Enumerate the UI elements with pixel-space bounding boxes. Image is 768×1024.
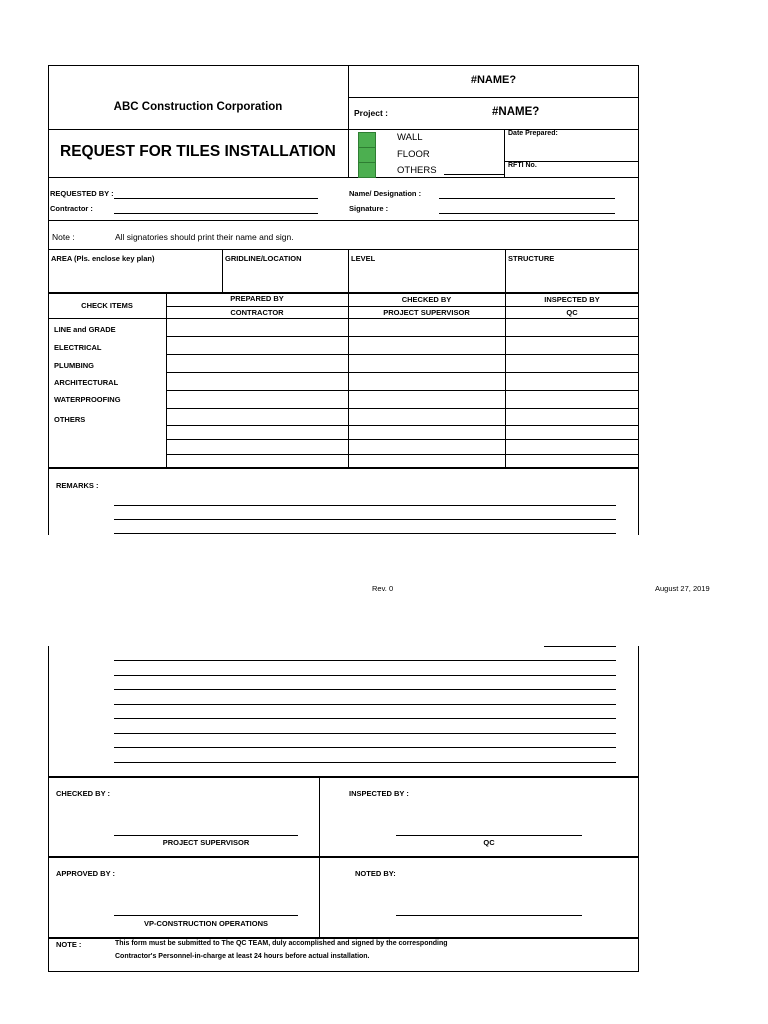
inspected-by-label: INSPECTED BY : xyxy=(349,789,409,798)
note-label: Note : xyxy=(52,232,75,242)
check-items-header: CHECK ITEMS xyxy=(81,301,133,310)
approved-by-label: APPROVED BY : xyxy=(56,869,116,878)
row-line-and-grade: LINE and GRADE xyxy=(54,325,116,334)
noted-by-label: NOTED BY: xyxy=(355,869,396,878)
project-label: Project : xyxy=(354,108,389,118)
qc-label: QC xyxy=(483,838,495,847)
project-value: #NAME? xyxy=(492,106,540,118)
remarks-line[interactable] xyxy=(114,762,616,763)
level-label: LEVEL xyxy=(351,254,376,263)
inspected-by-header: INSPECTED BY xyxy=(544,295,600,304)
row-electrical: ELECTRICAL xyxy=(54,343,102,352)
signature-label: Signature : xyxy=(349,204,389,213)
project-supervisor-label: PROJECT SUPERVISOR xyxy=(162,838,250,847)
gridline-label: GRIDLINE/LOCATION xyxy=(225,254,302,263)
note-text: All signatories should print their name and sign. xyxy=(115,232,294,242)
contractor-line[interactable] xyxy=(114,213,318,214)
name-designation-line[interactable] xyxy=(439,198,615,199)
checked-by-signature-line[interactable] xyxy=(114,835,298,836)
area-label: AREA (Pls. enclose key plan) xyxy=(51,254,155,263)
others-specify-line[interactable] xyxy=(444,174,504,175)
checked-by-label: CHECKED BY : xyxy=(56,789,111,798)
remarks-line[interactable] xyxy=(114,747,616,748)
row-others: OTHERS xyxy=(54,415,86,424)
contractor-header: CONTRACTOR xyxy=(230,308,284,317)
option-wall: WALL xyxy=(397,132,423,143)
bottom-note-line-1: This form must be submitted to The QC TEAM, duly accomplished and signed by the corresponding xyxy=(115,940,448,947)
name-designation-label: Name/ Designation : xyxy=(349,189,422,198)
requested-by-line[interactable] xyxy=(114,198,318,199)
date-prepared-label: Date Prepared: xyxy=(508,130,558,137)
row-plumbing: PLUMBING xyxy=(54,361,94,370)
bottom-note-label: NOTE : xyxy=(56,940,82,949)
remarks-line[interactable] xyxy=(114,660,616,661)
revision-date: August 27, 2019 xyxy=(655,584,710,593)
vp-label: VP-CONSTRUCTION OPERATIONS xyxy=(143,919,269,928)
contractor-label: Contractor : xyxy=(50,204,93,213)
remarks-line[interactable] xyxy=(114,704,616,705)
option-floor: FLOOR xyxy=(397,149,430,160)
remarks-line[interactable] xyxy=(544,646,616,647)
checked-by-header: CHECKED BY xyxy=(401,295,452,304)
wall-checkbox[interactable] xyxy=(358,132,376,148)
bottom-note-line-2: Contractor's Personnel-in-charge at least 24 hours before actual installation. xyxy=(115,953,370,960)
revision-label: Rev. 0 xyxy=(372,584,394,593)
row-waterproofing: WATERPROOFING xyxy=(54,395,121,404)
form-title: REQUEST FOR TILES INSTALLATION xyxy=(60,143,336,160)
noted-by-signature-line[interactable] xyxy=(396,915,582,916)
approved-by-signature-line[interactable] xyxy=(114,915,298,916)
company-name: ABC Construction Corporation xyxy=(113,101,283,113)
remarks-line[interactable] xyxy=(114,675,616,676)
remarks-line[interactable] xyxy=(114,505,616,506)
remarks-line[interactable] xyxy=(114,689,616,690)
remarks-line[interactable] xyxy=(114,733,616,734)
inspected-by-signature-line[interactable] xyxy=(396,835,582,836)
name-top-value: #NAME? xyxy=(470,74,517,86)
remarks-line[interactable] xyxy=(114,519,616,520)
remarks-label: REMARKS : xyxy=(56,481,99,490)
requested-by-label: REQUESTED BY : xyxy=(50,189,114,198)
remarks-line[interactable] xyxy=(114,533,616,534)
project-supervisor-header: PROJECT SUPERVISOR xyxy=(383,308,470,317)
rfti-label: RFTI No. xyxy=(508,162,537,169)
remarks-line[interactable] xyxy=(114,718,616,719)
signature-line[interactable] xyxy=(439,213,615,214)
option-others: OTHERS xyxy=(397,165,437,176)
floor-checkbox[interactable] xyxy=(358,147,376,163)
structure-label: STRUCTURE xyxy=(508,254,555,263)
row-architectural: ARCHITECTURAL xyxy=(54,378,119,387)
qc-header: QC xyxy=(566,308,578,317)
prepared-by-header: PREPARED BY xyxy=(230,294,284,303)
others-checkbox[interactable] xyxy=(358,162,376,178)
